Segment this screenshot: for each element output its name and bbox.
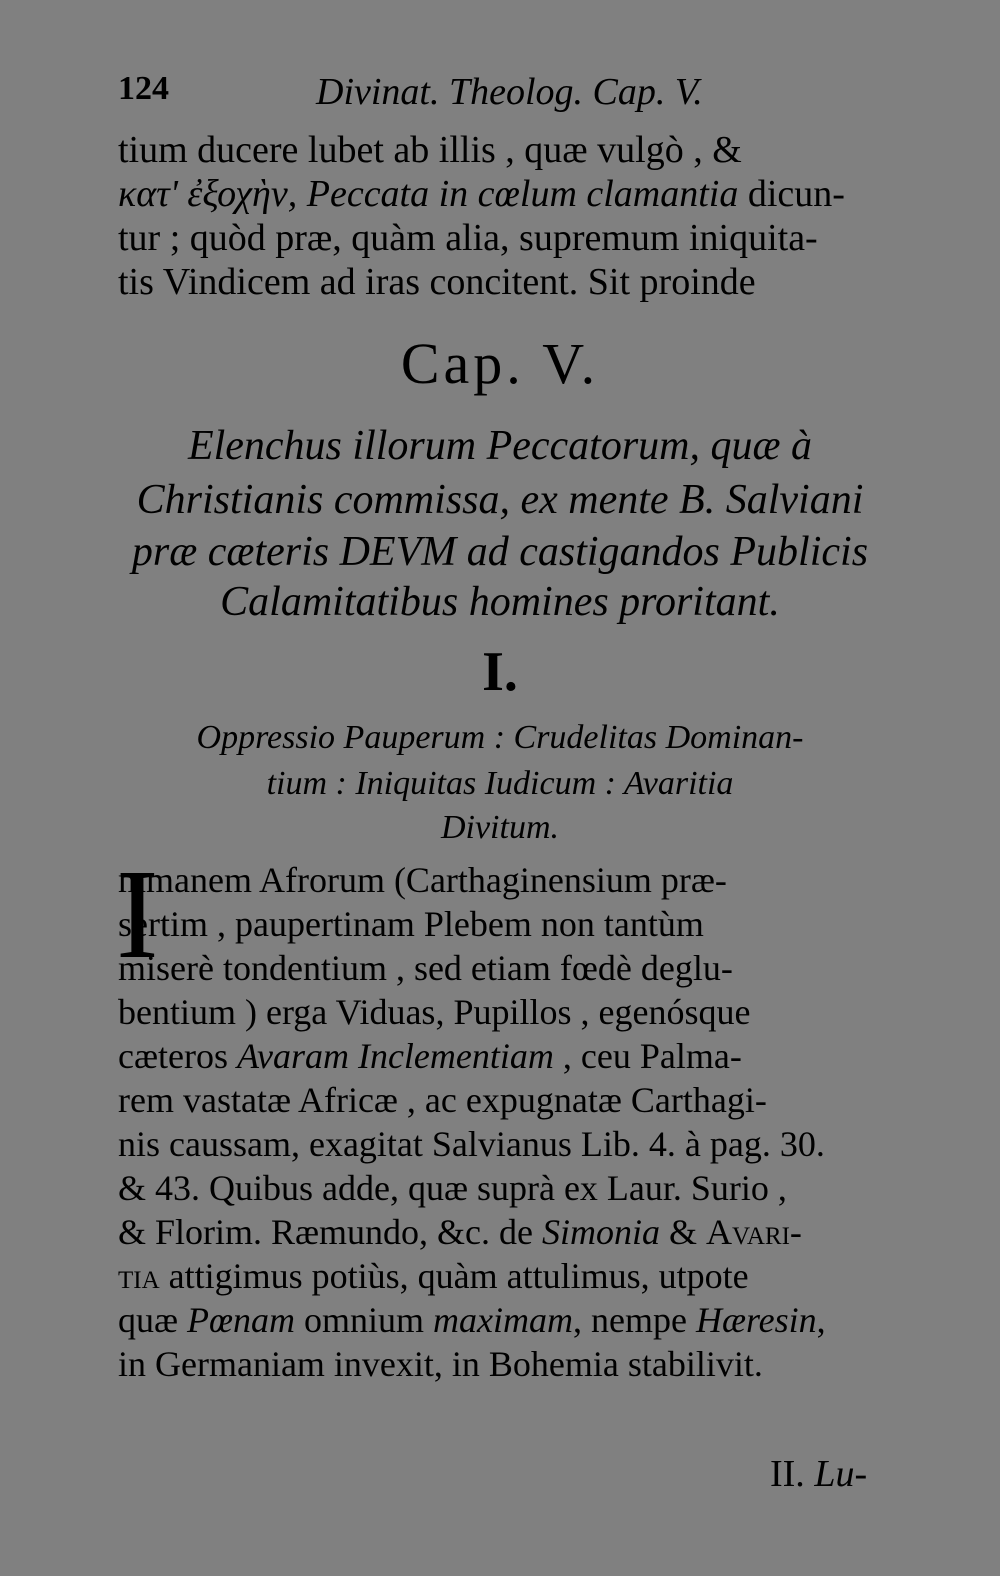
chapter-title-line: præ cæteris DEVM ad castigandos Publicis bbox=[131, 529, 869, 575]
catchword-text: Lu- bbox=[814, 1453, 868, 1495]
body-line bbox=[118, 902, 846, 946]
intro-line bbox=[118, 128, 742, 172]
body-span: , nempe bbox=[573, 1300, 696, 1340]
intro-line-text: dicun- bbox=[738, 173, 845, 215]
intro-line bbox=[118, 172, 845, 216]
body-line bbox=[118, 1210, 898, 1254]
body-line bbox=[118, 1034, 898, 1078]
body-span: omnium bbox=[295, 1300, 434, 1340]
section-numeral: I. bbox=[482, 641, 518, 703]
body-line bbox=[118, 1342, 898, 1386]
intro-italic: Peccata in cœlum clamantia bbox=[297, 173, 739, 215]
body-span: rem vastatæ Africæ , ac expugnatæ Carthagi- bbox=[118, 1080, 767, 1120]
page-number: 124 bbox=[118, 70, 169, 107]
body-span: Avaram Inclementiam bbox=[236, 1036, 554, 1076]
body-span: & Florim. Ræmundo, &c. de bbox=[118, 1212, 543, 1252]
body-span: miserè tondentium , sed etiam fœdè deglu- bbox=[118, 948, 733, 988]
body-span: in Germaniam invexit, in Bohemia stabilivit. bbox=[118, 1344, 763, 1384]
page-header bbox=[118, 70, 818, 120]
body-span: , bbox=[816, 1300, 826, 1340]
chapter-title-line: Elenchus illorum Peccatorum, quæ à bbox=[187, 423, 813, 469]
catchword-numeral: II. bbox=[770, 1453, 805, 1495]
body-span: & 43. Quibus adde, quæ suprà ex Laur. Surio , bbox=[118, 1168, 787, 1208]
section-subtitle-line: Divitum. bbox=[440, 809, 560, 846]
body-span: tia bbox=[118, 1256, 160, 1296]
body-span: sertim , paupertinam Plebem non tantùm bbox=[118, 904, 704, 944]
body-line bbox=[118, 1122, 898, 1166]
body-line bbox=[118, 990, 898, 1034]
body-line bbox=[118, 1078, 898, 1122]
body-span: mmanem Afrorum (Carthaginensium præ- bbox=[118, 860, 727, 900]
body-span: bentium ) erga Viduas, Pupillos , egenósque bbox=[118, 992, 751, 1032]
running-head: Divinat. Theolog. Cap. V. bbox=[316, 71, 703, 113]
body-span: quæ bbox=[118, 1300, 188, 1340]
body-span: Simonia bbox=[542, 1212, 661, 1252]
body-span: cæteros bbox=[118, 1036, 237, 1076]
intro-line-text: tis Vindicem ad iras concitent. Sit proinde bbox=[118, 261, 756, 303]
body-line bbox=[118, 1298, 898, 1342]
body-line bbox=[118, 1254, 898, 1298]
body-span: & bbox=[660, 1212, 707, 1252]
chapter-heading: Cap. V. bbox=[400, 331, 600, 396]
intro-line bbox=[118, 216, 818, 260]
section-subtitle-line: Oppressio Pauperum : Crudelitas Dominan- bbox=[196, 719, 804, 756]
intro-line-text: tur ; quòd præ, quàm alia, supremum iniquita- bbox=[118, 217, 818, 259]
chapter-title-line: Christianis commissa, ex mente B. Salviani bbox=[136, 477, 864, 523]
body-span: attigimus potiùs, quàm attulimus, utpote bbox=[159, 1256, 749, 1296]
body-span: nis caussam, exagitat Salvianus Lib. 4. à pag. 30. bbox=[118, 1124, 825, 1164]
body-span: Avari- bbox=[706, 1212, 802, 1252]
intro-line-text: tium ducere lubet ab illis , quæ vulgò , & bbox=[118, 129, 742, 171]
greek-phrase: κατ' ἐξοχὴν, bbox=[118, 173, 298, 215]
section-subtitle-line: tium : Iniquitas Iudicum : Avaritia bbox=[266, 765, 734, 802]
body-line bbox=[118, 858, 846, 902]
catchword bbox=[770, 1452, 867, 1496]
drop-capital: I bbox=[116, 843, 159, 985]
body-span: maximam bbox=[433, 1300, 574, 1340]
chapter-title-line: Calamitatibus homines proritant. bbox=[220, 579, 780, 625]
body-line bbox=[118, 946, 846, 990]
body-span: Hæresin bbox=[695, 1300, 817, 1340]
intro-line bbox=[118, 260, 756, 304]
body-span: , ceu Palma- bbox=[553, 1036, 742, 1076]
body-span: Pœnam bbox=[187, 1300, 296, 1340]
body-line bbox=[118, 1166, 898, 1210]
